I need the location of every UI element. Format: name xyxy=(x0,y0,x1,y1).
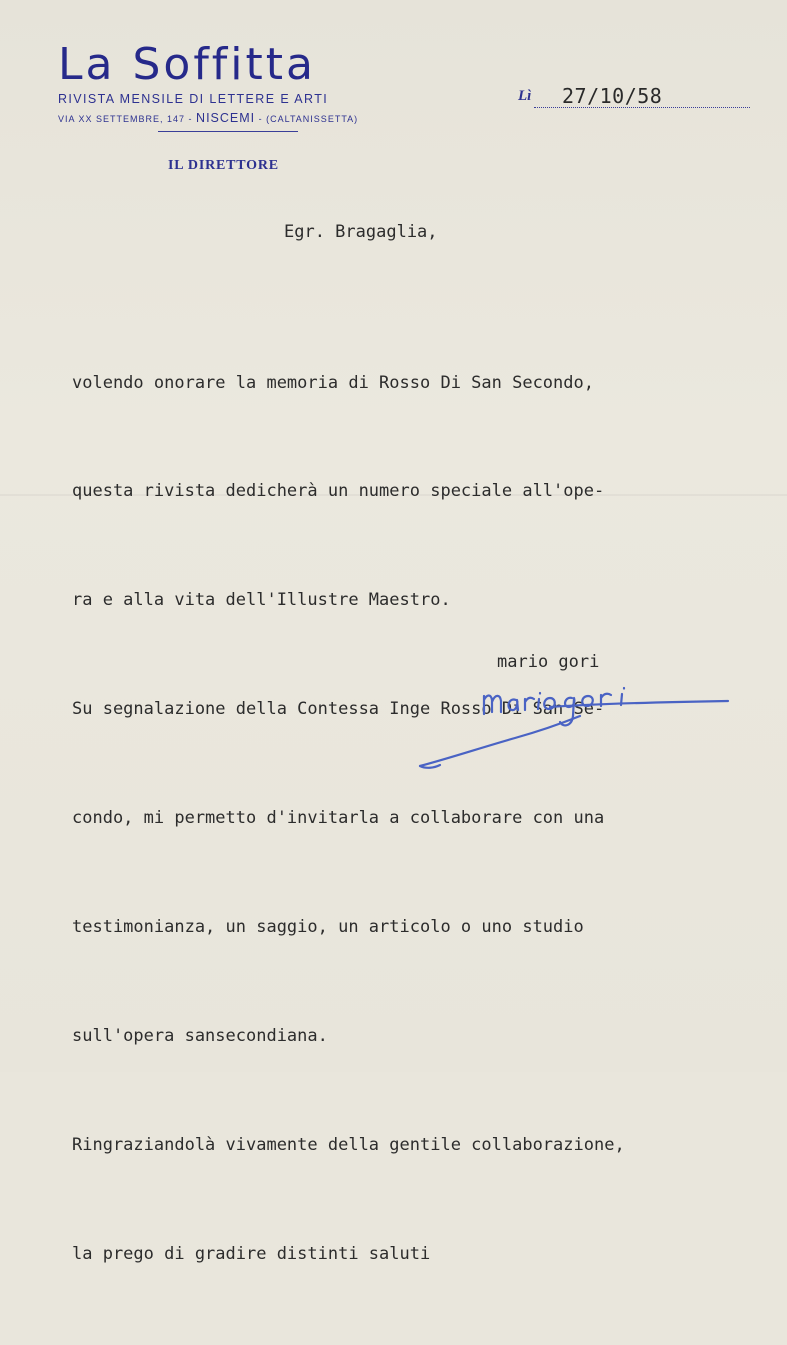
body-line: Ringraziandolà vivamente della gentile collaborazione, xyxy=(72,1134,625,1155)
body-line: questa rivista dedicherà un numero speciale all'ope- xyxy=(72,481,605,502)
director-title: IL DIRETTORE xyxy=(168,158,279,173)
signer-name: mario gori xyxy=(497,652,600,672)
letterhead xyxy=(58,40,398,132)
date-prefix: Lì xyxy=(518,88,532,104)
body-line: volendo onorare la memoria di Rosso Di San Secondo, xyxy=(72,372,594,393)
letterhead-rule xyxy=(158,131,298,132)
magazine-address xyxy=(58,111,398,125)
body-line: la prego di gradire distinti saluti xyxy=(72,1243,431,1264)
address-city: NISCEMI xyxy=(196,111,256,125)
magazine-name: La Soffitta xyxy=(58,39,316,90)
address-province: - (CALTANISSETTA) xyxy=(255,114,359,124)
dateline xyxy=(518,86,754,110)
letter-date: 27/10/58 xyxy=(562,84,663,108)
address-street: VIA XX SETTEMBRE, 147 - xyxy=(58,114,197,124)
handwritten-signature xyxy=(410,676,740,786)
body-line: sull'opera sansecondiana. xyxy=(72,1025,328,1046)
letter-body xyxy=(72,292,625,1345)
body-line: Su segnalazione della Contessa Inge Rosso Di San Se- xyxy=(72,699,605,720)
salutation: Egr. Bragaglia, xyxy=(284,222,438,242)
body-line: ra e alla vita dell'Illustre Maestro. xyxy=(72,590,451,611)
body-line: condo, mi permetto d'invitarla a collaborare con una xyxy=(72,808,605,829)
body-line: testimonianza, un saggio, un articolo o uno studio xyxy=(72,917,584,938)
magazine-subtitle: RIVISTA MENSILE DI LETTERE E ARTI xyxy=(58,92,329,106)
